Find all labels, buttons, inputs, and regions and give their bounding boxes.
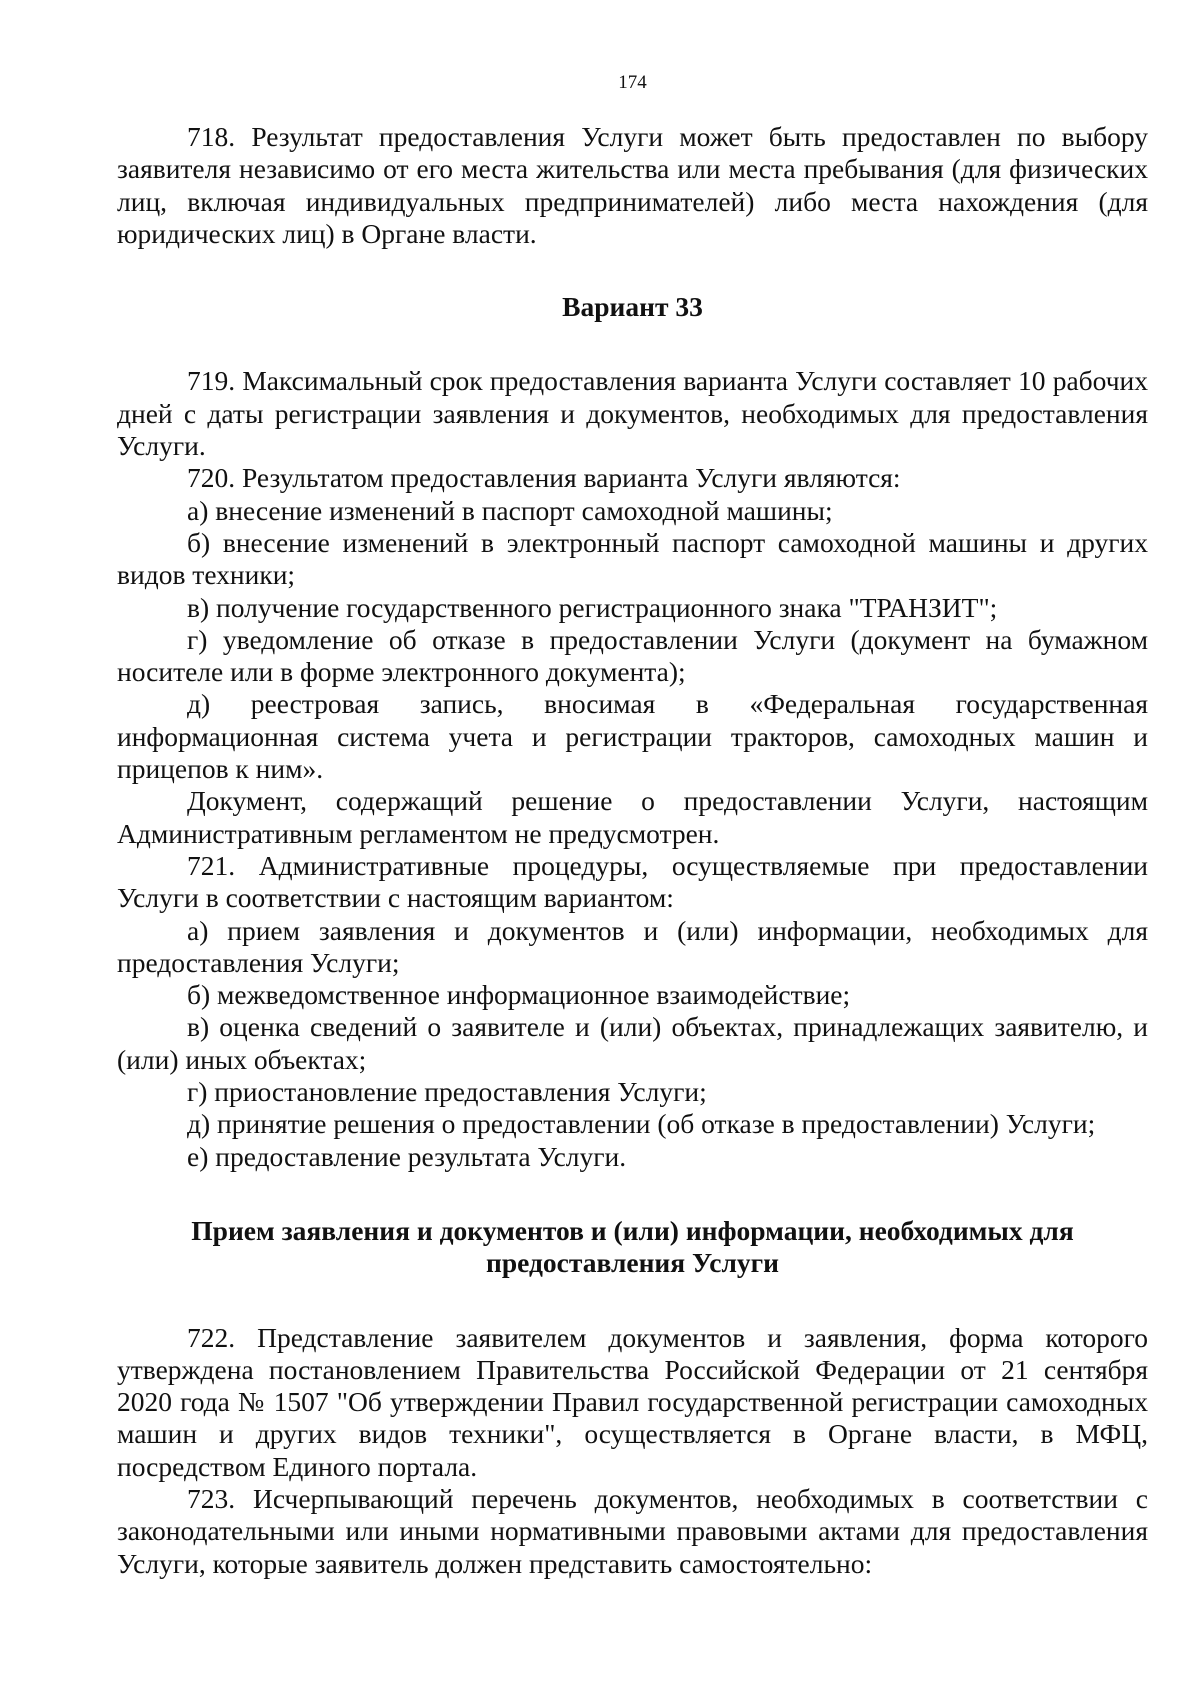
- page-number: 174: [618, 72, 647, 93]
- paragraph-721-c: в) оценка сведений о заявителе и (или) объектах, принадлежащих заявителю, и (или) иных объектах;: [117, 1011, 1148, 1075]
- paragraph-720-c: в) получение государственного регистрационного знака "ТРАНЗИТ";: [187, 591, 998, 623]
- paragraph-720: 720. Результатом предоставления варианта Услуги являются:: [187, 462, 901, 494]
- paragraph-718: 718. Результат предоставления Услуги может быть предоставлен по выбору заявителя независимо от его места жительства или места пребывания (для физических лиц, включая индивидуальных предпринимателей) либо места нахождения (для юридических лиц) в Органе власти.: [117, 121, 1148, 249]
- heading-section-application: [117, 1215, 1148, 1280]
- paragraph-720-b: б) внесение изменений в электронный паспорт самоходной машины и других видов техники;: [117, 526, 1148, 591]
- paragraph-722: 722. Представление заявителем документов и заявления, форма которого утверждена постановлением Правительства Российской Федерации от 21 сентября 2020 года № 1507 "Об утверждении Правил государственной регистрации самоходных машин и других видов техники", осуществляется в Органе власти, в МФЦ, посредством Единого портала.: [117, 1321, 1148, 1482]
- heading-section-line-1: Прием заявления и документов и (или) информации, необходимых для: [191, 1214, 1074, 1246]
- heading-section-line-2: предоставления Услуги: [486, 1247, 779, 1279]
- paragraph-720-e: д) реестровая запись, вносимая в «Федеральная государственная информационная система учета и регистрации тракторов, самоходных машин и прицепов к ним».: [117, 688, 1148, 785]
- heading-variant-33: Вариант 33: [562, 291, 703, 323]
- document-body: [117, 121, 1148, 1580]
- paragraph-721: 721. Административные процедуры, осуществляемые при предоставлении Услуги в соответствии с настоящим вариантом:: [117, 849, 1148, 914]
- paragraph-document-note: Документ, содержащий решение о предоставлении Услуги, настоящим Административным регламентом не предусмотрен.: [117, 785, 1148, 849]
- paragraph-721-f: е) предоставление результата Услуги.: [187, 1140, 627, 1172]
- paragraph-721-b: б) межведомственное информационное взаимодействие;: [187, 979, 851, 1011]
- paragraph-719: 719. Максимальный срок предоставления варианта Услуги составляет 10 рабочих дней с даты регистрации заявления и документов, необходимых для предоставления Услуги.: [117, 365, 1148, 462]
- paragraph-720-a: а) внесение изменений в паспорт самоходной машины;: [187, 494, 833, 526]
- paragraph-721-e: д) принятие решения о предоставлении (об отказе в предоставлении) Услуги;: [187, 1108, 1096, 1140]
- paragraph-721-a: а) прием заявления и документов и (или) информации, необходимых для предоставления Услуги;: [117, 914, 1148, 978]
- paragraph-721-d: г) приостановление предоставления Услуги;: [187, 1076, 707, 1108]
- document-page: [117, 0, 1148, 1697]
- paragraph-723: 723. Исчерпывающий перечень документов, необходимых в соответствии с законодательными или иными нормативными правовыми актами для предоставления Услуги, которые заявитель должен представить самостоятельно:: [117, 1482, 1148, 1579]
- paragraph-720-d: г) уведомление об отказе в предоставлении Услуги (документ на бумажном носителе или в форме электронного документа);: [117, 623, 1148, 688]
